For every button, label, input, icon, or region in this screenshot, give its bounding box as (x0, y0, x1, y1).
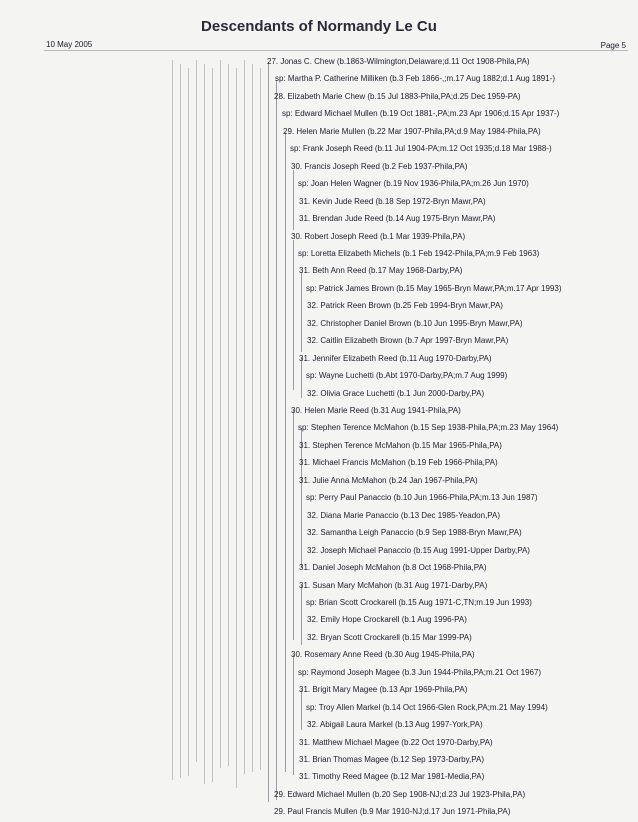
tree-connector-line (252, 64, 253, 772)
list-item: sp: Joan Helen Wagner (b.19 Nov 1936-Phila,PA;m.26 Jun 1970) (298, 179, 529, 188)
branch-line (293, 410, 294, 640)
list-item: 32. Olivia Grace Luchetti (b.1 Jun 2000-Darby,PA) (307, 389, 485, 398)
header-rule (44, 50, 628, 51)
branch-line (293, 655, 294, 775)
tree-connector-line (244, 60, 245, 774)
list-item: 31. Brendan Jude Reed (b.14 Aug 1975-Bryn Mawr,PA) (299, 214, 496, 223)
tree-connector-line (212, 68, 213, 782)
list-item: 31. Stephen Terence McMahon (b.15 Mar 1965-Phila,PA) (299, 441, 502, 450)
tree-connector-line (228, 64, 229, 766)
list-item: sp: Edward Michael Mullen (b.19 Oct 1881-,PA;m.23 Apr 1906;d.15 Apr 1937-) (282, 109, 560, 118)
list-item: 32. Emily Hope Crockarell (b.1 Aug 1996-PA) (307, 615, 467, 624)
list-item: sp: Troy Allen Markel (b.14 Oct 1966-Glen Rock,PA;m.21 May 1994) (306, 703, 548, 712)
list-item: 32. Samantha Leigh Panaccio (b.9 Sep 1988-Bryn Mawr,PA) (307, 528, 522, 537)
list-item: sp: Stephen Terence McMahon (b.15 Sep 1938-Phila,PA;m.23 May 1964) (298, 423, 559, 432)
list-item: 32. Patrick Reen Brown (b.25 Feb 1994-Bryn Mawr,PA) (307, 301, 503, 310)
list-item: 31. Beth Ann Reed (b.17 May 1968-Darby,PA) (299, 266, 463, 275)
branch-line (293, 240, 294, 390)
list-item: 31. Kevin Jude Reed (b.18 Sep 1972-Bryn Mawr,PA) (299, 197, 486, 206)
tree-connector-line (260, 68, 261, 770)
list-item: 32. Abigail Laura Markel (b.13 Aug 1997-York,PA) (307, 720, 483, 729)
branch-line (301, 272, 302, 352)
list-item: 29. Edward Michael Mullen (b.20 Sep 1908-NJ;d.23 Jul 1923-Phila,PA) (274, 790, 526, 799)
list-item: 31. Jennifer Elizabeth Reed (b.11 Aug 1970-Darby,PA) (299, 354, 492, 363)
list-item: sp: Brian Scott Crockarell (b.15 Aug 1971-C,TN;m.19 Jun 1993) (306, 598, 532, 607)
list-item: 32. Bryan Scott Crockarell (b.15 Mar 1999-PA) (307, 633, 472, 642)
list-item: 31. Julie Anna McMahon (b.24 Jan 1967-Phila,PA) (299, 476, 478, 485)
branch-line (268, 62, 269, 802)
page-title: Descendants of Normandy Le Cu (201, 18, 437, 35)
list-item: sp: Wayne Luchetti (b.Abt 1970-Darby,PA;m.7 Aug 1999) (306, 371, 508, 380)
list-item: 27. Jonas C. Chew (b.1863-Wilmington,Delaware;d.11 Oct 1908-Phila,PA) (267, 57, 530, 66)
list-item: 32. Caitlin Elizabeth Brown (b.7 Apr 1997-Bryn Mawr,PA) (307, 336, 509, 345)
list-item: sp: Frank Joseph Reed (b.11 Jul 1904-PA;m.12 Oct 1935;d.18 Mar 1988-) (290, 144, 552, 153)
branch-line (301, 585, 302, 645)
tree-connector-line (220, 60, 221, 768)
list-item: sp: Perry Paul Panaccio (b.10 Jun 1966-Phila,PA;m.13 Jun 1987) (306, 493, 538, 502)
list-item: sp: Martha P. Catherine Milliken (b.3 Feb 1866-,;m.17 Aug 1882;d.1 Aug 1891-) (275, 74, 556, 83)
list-item: 31. Michael Francis McMahon (b.19 Feb 1966-Phila,PA) (299, 458, 498, 467)
list-item: 28. Elizabeth Marie Chew (b.15 Jul 1883-Phila,PA;d.25 Dec 1959-PA) (274, 92, 521, 101)
tree-connector-line (236, 68, 237, 788)
branch-line (285, 132, 286, 772)
report-date: 10 May 2005 (46, 40, 93, 49)
list-item: sp: Raymond Joseph Magee (b.3 Jun 1944-Phila,PA;m.21 Oct 1967) (298, 668, 542, 677)
list-item: 32. Joseph Michael Panaccio (b.15 Aug 1991-Upper Darby,PA) (307, 546, 530, 555)
list-item: 32. Christopher Daniel Brown (b.10 Jun 1995-Bryn Mawr,PA) (307, 319, 523, 328)
list-item: sp: Loretta Elizabeth Michels (b.1 Feb 1942-Phila,PA;m.9 Feb 1963) (298, 249, 540, 258)
list-item: 31. Brian Thomas Magee (b.12 Sep 1973-Darby,PA) (299, 755, 484, 764)
tree-connector-line (188, 68, 189, 776)
branch-line (301, 358, 302, 398)
list-item: 31. Timothy Reed Magee (b.12 Mar 1981-Media,PA) (299, 772, 485, 781)
list-item: 31. Susan Mary McMahon (b.31 Aug 1971-Darby,PA) (299, 581, 488, 590)
list-item: 30. Robert Joseph Reed (b.1 Mar 1939-Phila,PA) (291, 232, 466, 241)
tree-connector-line (180, 64, 181, 778)
list-item: 32. Diana Marie Panaccio (b.13 Dec 1985-Yeadon,PA) (307, 511, 501, 520)
list-item: 29. Paul Francis Mullen (b.9 Mar 1910-NJ;d.17 Jun 1971-Phila,PA) (274, 807, 511, 816)
page-number: Page 5 (600, 41, 626, 50)
list-item: sp: Patrick James Brown (b.15 May 1965-Bryn Mawr,PA;m.17 Apr 1993) (306, 284, 562, 293)
list-item: 30. Francis Joseph Reed (b.2 Feb 1937-Phila,PA) (291, 162, 468, 171)
list-item: 29. Helen Marie Mullen (b.22 Mar 1907-Phila,PA;d.9 May 1984-Phila,PA) (283, 127, 541, 136)
tree-connector-line (204, 64, 205, 784)
list-item: 30. Rosemary Anne Reed (b.30 Aug 1945-Phila,PA) (291, 650, 475, 659)
branch-line (276, 80, 277, 800)
branch-line (293, 170, 294, 230)
tree-connector-line (196, 60, 197, 762)
tree-connector-line (172, 60, 173, 780)
branch-line (301, 690, 302, 730)
list-item: 31. Matthew Michael Magee (b.22 Oct 1970-Darby,PA) (299, 738, 493, 747)
list-item: 30. Helen Marie Reed (b.31 Aug 1941-Phila,PA) (291, 406, 461, 415)
list-item: 31. Brigit Mary Magee (b.13 Apr 1969-Phila,PA) (299, 685, 468, 694)
list-item: 31. Daniel Joseph McMahon (b.8 Oct 1968-Phila,PA) (299, 563, 487, 572)
